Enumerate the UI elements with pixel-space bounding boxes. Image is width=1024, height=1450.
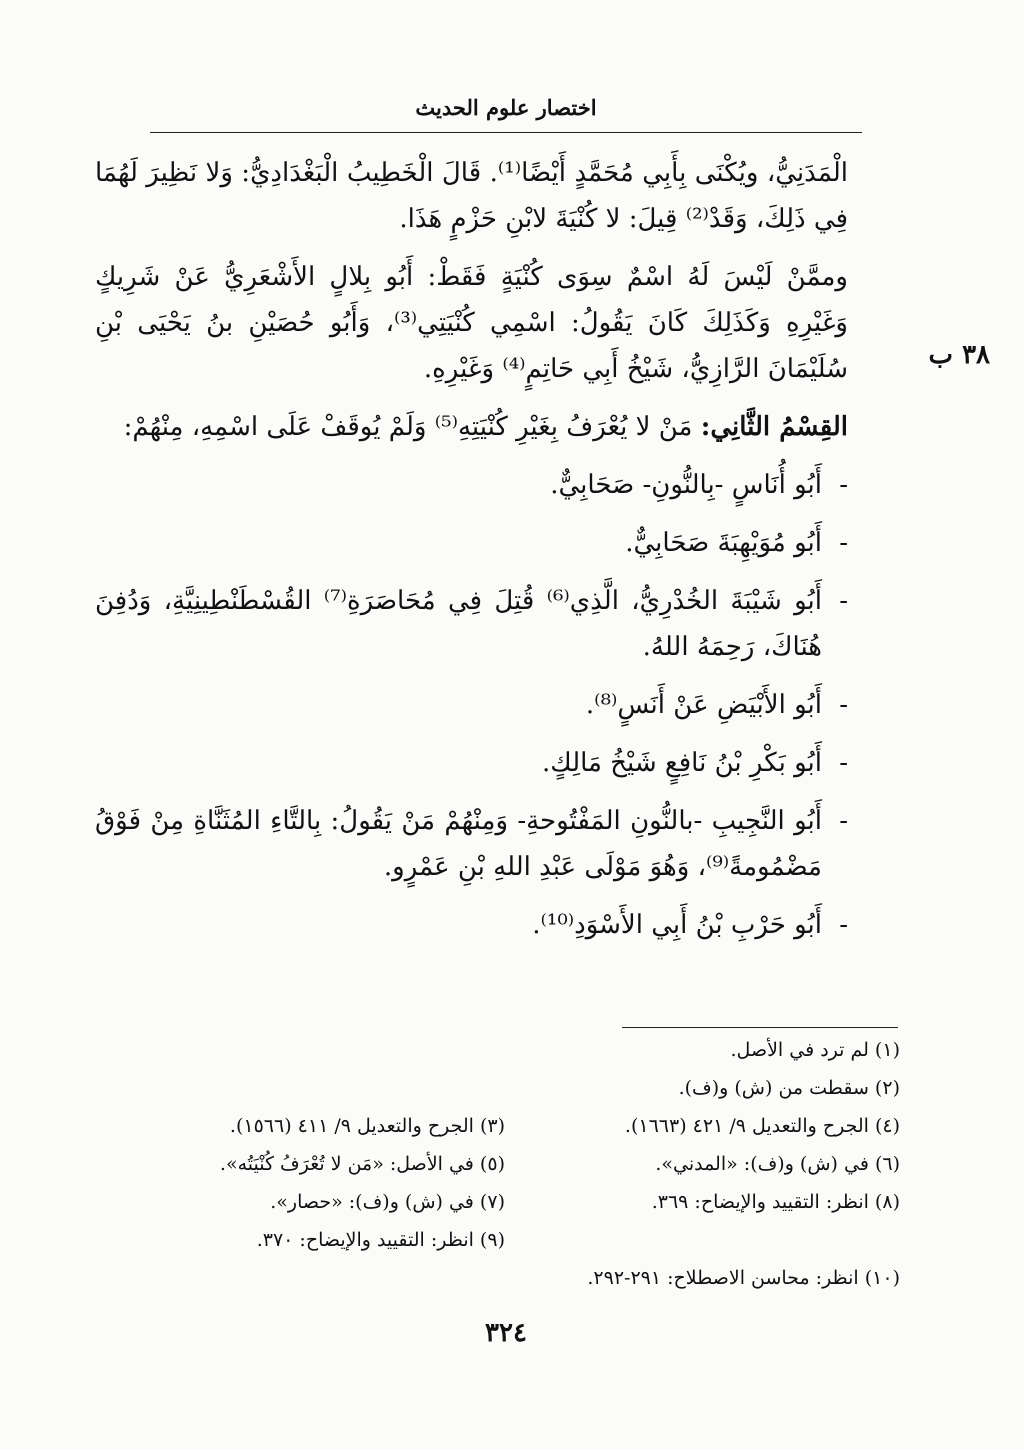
list-dash: - [839,910,848,940]
list-item [95,798,848,890]
footnote: (٥) في الأصل: «مَن لا تُعْرَفُ كُنْيَتُه». [219,1153,505,1175]
header-divider [150,132,862,133]
list-item-text: أَبُو بَكْرِ بْنُ نَافِعٍ شَيْخُ مَالِكٍ. [542,748,822,778]
footnote: (٨) انظر: التقييد والإيضاح: ٣٦٩. [651,1191,900,1213]
list-item-text: أَبُو الأَبْيَضِ عَنْ أَنَسٍ⁽⁸⁾. [585,690,822,720]
main-text [95,150,848,960]
list-dash: - [839,690,848,720]
list-item [95,520,848,566]
margin-folio-note: ٣٨ ب [928,340,990,370]
list-dash: - [839,586,848,616]
list-dash: - [839,748,848,778]
footnotes [150,1035,900,1293]
page-number: ٣٢٤ [485,1318,527,1348]
list-item [95,902,848,948]
footnote [545,1225,900,1255]
list-item [95,740,848,786]
list-item-text: أَبُو النَّجِيبِ -بالنُّونِ المَفْتُوحةِ- وَمِنْهُمْ مَنْ يَقُولُ: بِالتَّاءِ المُثَنَّاةِ مِنْ فَوْقُ مَضْمُومةً⁽⁹⁾، وَهُوَ مَوْلَى عَبْدِ اللهِ بْنِ عَمْرٍو. [95,806,822,882]
footnote: (٤) الجرح والتعديل ٩/ ٤٢١ (١٦٦٣). [624,1115,900,1137]
paragraph: الْمَدَنِيُّ، ويُكْنَى بِأَبِي مُحَمَّدٍ أَيْضًا⁽¹⁾. قَالَ الْخَطِيبُ الْبَغْدَادِيُّ: وَلا نَظِيرَ لَهُمَا فِي ذَلِكَ، وَقَدْ⁽²⁾ قِيلَ: لا كُنْيَةَ لابْنِ حَزْمٍ هَذَا. [95,158,848,234]
kunya-list [95,462,848,948]
list-item-text: أَبُو مُوَيْهِبَةَ صَحَابِيٌّ. [625,528,822,558]
footnote: (٢) سقطت من (ش) و(ف). [678,1077,900,1099]
list-item [95,462,848,508]
list-item [95,578,848,670]
footnote-divider [622,1027,898,1028]
footnote: (٣) الجرح والتعديل ٩/ ٤١١ (١٥٦٦). [229,1115,505,1137]
footnote: (١٠) انظر: محاسن الاصطلاح: ٢٩١-٢٩٢. [587,1267,900,1289]
footnote: (٦) في (ش) و(ف): «المدني». [655,1153,900,1175]
list-item-text: أَبُو أُنَاسٍ -بِالنُّونِ- صَحَابِيٌّ. [550,470,822,500]
footnote: (١) لم ترد في الأصل. [730,1039,900,1061]
page-header-title: اختصار علوم الحديث [415,95,597,120]
footnote: (٩) انظر: التقييد والإيضاح: ٣٧٠. [256,1229,505,1251]
list-dash: - [839,528,848,558]
list-item-text: أَبُو شَيْبَةَ الخُدْرِيُّ، الَّذِي⁽⁶⁾ قُتِلَ فِي مُحَاصَرَةِ⁽⁷⁾ القُسْطَنْطِينِيَّةِ، وَدُفِنَ هُنَاكَ، رَحِمَهُ اللهُ. [95,586,822,662]
footnote: (٧) في (ش) و(ف): «حصار». [270,1191,505,1213]
list-item [95,682,848,728]
list-item-text: أَبُو حَرْبِ بْنُ أَبِي الأَسْوَدِ⁽¹⁰⁾. [532,910,822,940]
list-dash: - [839,470,848,500]
list-dash: - [839,806,848,836]
section-heading: القِسْمُ الثَّانِي: [700,412,848,442]
section-intro [95,404,848,450]
paragraph: وممَّنْ لَيْسَ لَهُ اسْمٌ سِوَى كُنْيَةٍ فَقَطْ: أَبُو بِلالٍ الأَشْعَرِيُّ عَنْ شَرِيكٍ وَغَيْرِهِ وَكَذَلِكَ كَانَ يَقُولُ: اسْمِي كُنْيَتِي⁽³⁾، وَأَبُو حُصَيْنِ بنُ يَحْيَى بْنِ سُلَيْمَانَ الرَّازِيُّ، شَيْخُ أَبِي حَاتِمٍ⁽⁴⁾ وَغَيْرِهِ. [95,262,848,384]
section-intro-text: مَنْ لا يُعْرَفُ بِغَيْرِ كُنْيَتِهِ⁽⁵⁾ وَلَمْ يُوقَفْ عَلَى اسْمِهِ، مِنْهُمْ: [123,412,693,442]
